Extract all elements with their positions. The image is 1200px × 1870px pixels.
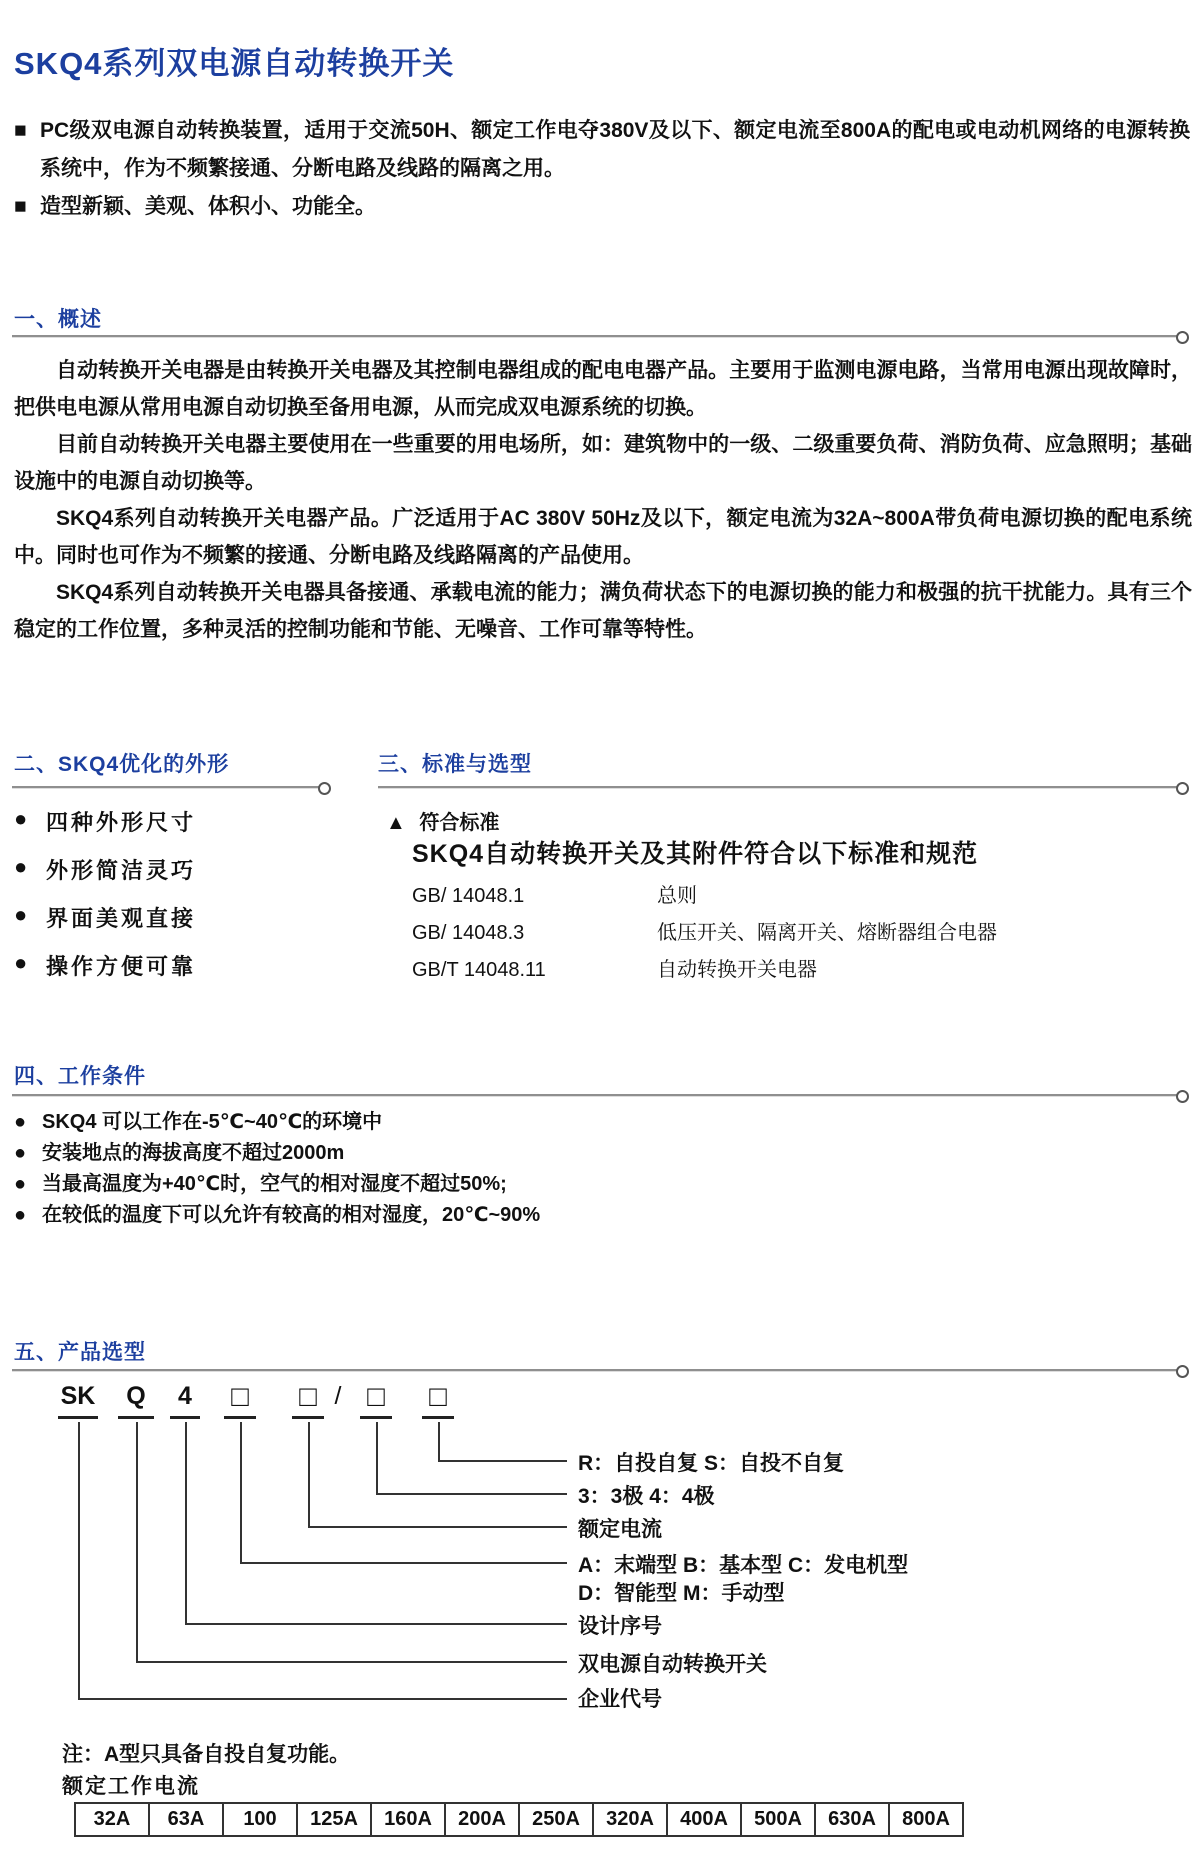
- condition-text: 在较低的温度下可以允许有较高的相对湿度，20℃~90%: [42, 1204, 541, 1226]
- overview-paragraph: 自动转换开关电器是由转换开关电器及其控制电器组成的配电电器产品。主要用于监测电源电路，当常用电源出现故障时，把供电电源从常用电源自动切换至备用电源，从而完成双电源系统的切换。: [14, 359, 1192, 419]
- standard-desc: 低压开关、隔离开关、熔断器组合电器: [657, 922, 997, 944]
- overview-paragraphs: [14, 352, 1192, 648]
- square-bullet-icon: ■: [14, 195, 27, 218]
- standard-code: GB/ 14048.1: [412, 885, 525, 907]
- divider-end-circle: [1176, 782, 1189, 795]
- condition-item: [14, 1112, 540, 1133]
- section-4-title: 四、工作条件: [14, 1065, 146, 1088]
- divider-end-circle: [318, 782, 331, 795]
- standard-code: GB/ 14048.3: [412, 922, 525, 944]
- standards-list: [412, 878, 997, 989]
- dot-bullet-icon: ●: [14, 806, 28, 831]
- current-cell: 400A: [666, 1802, 742, 1837]
- overview-paragraph: 目前自动转换开关电器主要使用在一些重要的用电场所，如：建筑物中的一级、二级重要负荷、消防负荷、应急照明；基础设施中的电源自动切换等。: [14, 433, 1192, 493]
- divider-end-circle: [1176, 331, 1189, 344]
- legend-product-name: 双电源自动转换开关: [578, 1653, 767, 1676]
- standard-row: [412, 915, 997, 952]
- current-cell: 63A: [148, 1802, 224, 1837]
- model-code-segment: 4: [170, 1382, 200, 1419]
- standard-desc: 自动转换开关电器: [657, 959, 817, 981]
- current-cell: 320A: [592, 1802, 668, 1837]
- model-code-box: □: [360, 1382, 392, 1419]
- model-code-slash: /: [334, 1382, 342, 1410]
- legend-design-serial: 设计序号: [578, 1615, 662, 1638]
- page-title: SKQ4系列双电源自动转换开关: [14, 46, 455, 81]
- feature-list: [14, 806, 196, 998]
- intro-bullet: [14, 112, 1190, 188]
- legend-poles: 3：3极 4：4极: [578, 1485, 715, 1508]
- current-cell: 125A: [296, 1802, 372, 1837]
- section-1-divider: [12, 335, 1180, 337]
- divider-end-circle: [1176, 1365, 1189, 1378]
- feature-item: [14, 902, 196, 933]
- square-bullet-icon: ■: [14, 119, 27, 142]
- legend-company-code: 企业代号: [578, 1688, 662, 1711]
- section-2-title: 二、SKQ4优化的外形: [14, 753, 230, 776]
- connector-line: [78, 1422, 567, 1700]
- model-code-box: □: [422, 1382, 454, 1419]
- condition-item: [14, 1143, 540, 1164]
- feature-item: [14, 806, 196, 837]
- standard-row: [412, 878, 997, 915]
- standards-heading: SKQ4自动转换开关及其附件符合以下标准和规范: [412, 840, 979, 868]
- condition-item: [14, 1174, 540, 1195]
- legend-type-row-2: D：智能型 M：手动型: [578, 1582, 785, 1605]
- current-cell: 800A: [888, 1802, 964, 1837]
- model-code-segment: SK: [58, 1382, 98, 1419]
- intro-bullets: [14, 112, 1190, 226]
- intro-bullet-text: PC级双电源自动转换装置，适用于交流50H、额定工作电夺380V及以下、额定电流至800A的配电或电动机网络的电源转换系统中，作为不频繁接通、分断电路及线路的隔离之用。: [40, 119, 1190, 180]
- dot-bullet-icon: ●: [14, 950, 28, 975]
- model-designation-diagram: [0, 1382, 1200, 1722]
- model-code-box: □: [224, 1382, 256, 1419]
- standard-row: [412, 952, 997, 989]
- model-code-segment: Q: [118, 1382, 154, 1419]
- current-cell: 160A: [370, 1802, 446, 1837]
- dot-bullet-icon: ●: [14, 1204, 27, 1226]
- legend-rated-current: 额定电流: [578, 1518, 662, 1541]
- triangle-bullet-icon: ▲: [386, 812, 406, 834]
- section-2-divider: [12, 786, 322, 788]
- dot-bullet-icon: ●: [14, 1142, 27, 1164]
- dot-bullet-icon: ●: [14, 1111, 27, 1133]
- intro-bullet-text: 造型新颖、美观、体积小、功能全。: [40, 195, 376, 218]
- dot-bullet-icon: ●: [14, 1173, 27, 1195]
- section-4-divider: [12, 1094, 1180, 1096]
- legend-auto-recovery: R：自投自复 S：自投不自复: [578, 1452, 845, 1475]
- section-3-divider: [378, 786, 1180, 788]
- condition-item: [14, 1205, 540, 1226]
- overview-paragraph: SKQ4系列自动转换开关电器具备接通、承载电流的能力；满负荷状态下的电源切换的能力和极强的抗干扰能力。具有三个稳定的工作位置，多种灵活的控制功能和节能、无噪音、工作可靠等特性。: [14, 581, 1192, 641]
- current-cell: 200A: [444, 1802, 520, 1837]
- current-cell: 250A: [518, 1802, 594, 1837]
- feature-text: 外形简洁灵巧: [46, 858, 197, 883]
- current-cell: 32A: [74, 1802, 150, 1837]
- dot-bullet-icon: ●: [14, 902, 28, 927]
- legend-type-row-1: A：末端型 B：基本型 C：发电机型: [578, 1554, 909, 1577]
- feature-text: 四种外形尺寸: [46, 810, 197, 835]
- section-5-divider: [12, 1369, 1180, 1371]
- section-5-title: 五、产品选型: [14, 1341, 146, 1364]
- dot-bullet-icon: ●: [14, 854, 28, 879]
- feature-item: [14, 854, 196, 885]
- current-cell: 100: [222, 1802, 298, 1837]
- feature-item: [14, 950, 196, 981]
- note-text: 注：A型只具备自投自复功能。: [62, 1743, 351, 1766]
- feature-text: 界面美观直接: [46, 906, 197, 931]
- comply-label: 符合标准: [419, 812, 500, 834]
- rated-current-table: [74, 1802, 964, 1837]
- rated-current-label: 额定工作电流: [62, 1775, 200, 1798]
- overview-paragraph: SKQ4系列自动转换开关电器产品。广泛适用于AC 380V 50Hz及以下，额定电流为32A~800A带负荷电源切换的配电系统中。同时也可作为不频繁的接通、分断电路及线路隔离的产品使用。: [14, 507, 1192, 567]
- model-code-box: □: [292, 1382, 324, 1419]
- condition-text: 当最高温度为+40℃时，空气的相对湿度不超过50%;: [42, 1173, 507, 1195]
- working-conditions-list: [14, 1112, 540, 1236]
- intro-bullet: [14, 188, 1190, 226]
- current-cell: 500A: [740, 1802, 816, 1837]
- comply-line: [386, 806, 499, 835]
- feature-text: 操作方便可靠: [46, 954, 197, 979]
- section-1-title: 一、概述: [14, 308, 102, 331]
- condition-text: 安装地点的海拔高度不超过2000m: [42, 1142, 345, 1164]
- divider-end-circle: [1176, 1090, 1189, 1103]
- condition-text: SKQ4 可以工作在-5℃~40℃的环境中: [42, 1111, 383, 1133]
- current-cell: 630A: [814, 1802, 890, 1837]
- standard-desc: 总则: [657, 885, 697, 907]
- section-3-title: 三、标准与选型: [378, 753, 532, 776]
- standard-code: GB/T 14048.11: [412, 959, 546, 981]
